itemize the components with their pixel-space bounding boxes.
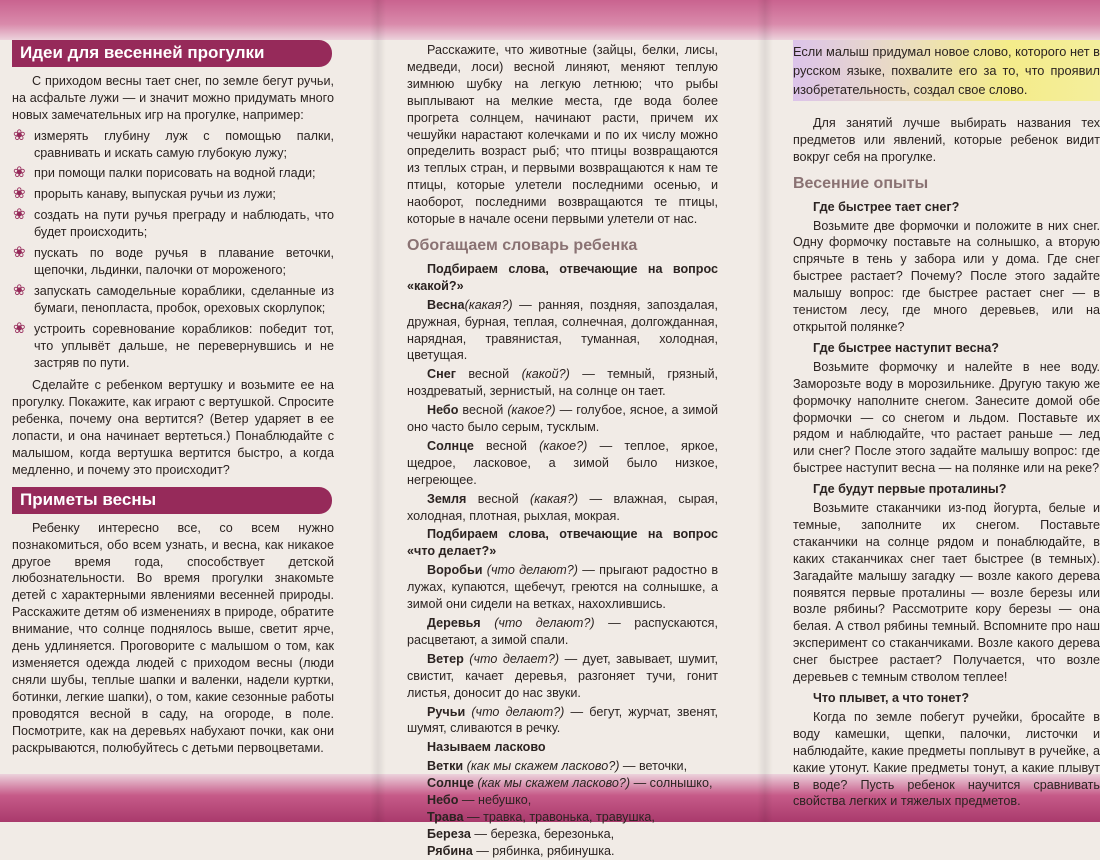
vocab-entry xyxy=(407,562,718,613)
vocab-word: Деревья xyxy=(427,616,481,630)
vocab-text: — дует, завывает, шумит, свистит, качает деревья, разгоняет тучи, гонит листья, доносит до нас звуки. xyxy=(407,651,718,700)
intro-paragraph: С приходом весны тает снег, по земле бегут ручьи, на асфальте лужи — и значит можно придумать много новых замечательных игр на прогулке, например: xyxy=(12,73,334,122)
experiment-text: Возьмите стаканчики из-под йогурта, белые и темные, заполните их снегом. Поставьте стаканчики на солнце рядом и понаблюдайте, в каких стаканчиках снег тает быстрее (в темных). Загадайте малышу загадку — возле какого дерева появятся первые проталины — возле березы или возле рябины? Рассмотрите кору березы — она белая. А ствол рябины темный. Вспомните про наш эксперимент со стаканчиками. Возле какого дерева снег быстрее растает? Получается, что возле деревьев с темным стволом теплее! xyxy=(793,501,1100,685)
flower-bullet-icon: ❀ xyxy=(13,164,26,182)
vocab-entry xyxy=(407,809,718,826)
vocab-text: — веточки, xyxy=(619,759,688,774)
vocab-text: — рябинка, рябинушка. xyxy=(472,843,615,858)
vocab-word: Ветер xyxy=(427,651,464,666)
vocab-connector: весной xyxy=(458,403,508,418)
vocab-question: (какая?) xyxy=(464,297,513,312)
vocab-text: — небушко, xyxy=(458,793,532,808)
vocab-question: (что делают?) xyxy=(480,616,595,630)
vocab-word: Воробьи xyxy=(427,563,483,578)
vocab-word: Ручьи xyxy=(427,704,466,719)
vocab-text: — распускаются, расцветают, а зимой спали. xyxy=(407,616,719,647)
list-item xyxy=(12,207,334,241)
verbs-list xyxy=(407,562,718,737)
vocab-question: (что делают?) xyxy=(465,704,565,719)
vocab-word: Солнце xyxy=(427,438,474,453)
pinwheel-paragraph: Сделайте с ребенком вертушку и возьмите ее на прогулку. Покажите, как играют с вертушкой. Спросите ребенка, почему она вертится? (Ветер ударяет в ее лопасти, и она начинает вертеться.) Понаблюдайте с малышом, когда вертушка вертится быстро, а когда медленно, и почему это происходит? xyxy=(12,378,334,477)
vocab-question: (какое?) xyxy=(539,438,588,453)
column-walk-ideas xyxy=(12,40,334,760)
experiment-question: Где быстрее тает снег? xyxy=(813,199,960,214)
vocab-word: Рябина xyxy=(427,843,473,858)
vocab-word: Небо xyxy=(427,793,459,808)
list-item-text: пускать по воде ручья в плавание веточки, щепочки, льдинки, палочки от мороженого; xyxy=(34,246,334,277)
list-item xyxy=(12,128,334,162)
section-title-walk-ideas: Идеи для весенней прогулки xyxy=(12,40,332,67)
vocabulary-heading: Обогащаем словарь ребенка xyxy=(407,236,638,254)
list-item-text: устроить соревнование корабликов: победит тот, что уплывёт дальше, не перевернувшись и не застряв по пути. xyxy=(34,321,334,370)
list-item xyxy=(12,283,334,317)
vocab-question: (что делает?) xyxy=(463,651,560,666)
list-item-text: измерять глубину луж с помощью палки, сравнивать и искать самую глубокую лужу; xyxy=(34,128,334,160)
vocab-word: Небо xyxy=(427,403,459,418)
experiment-question: Где будут первые проталины? xyxy=(813,482,1007,497)
vocab-entry xyxy=(407,651,718,702)
vocab-question: (что делают?) xyxy=(482,563,578,578)
vocab-entry xyxy=(407,366,718,400)
list-item-text: прорыть канаву, выпуская ручьи из лужи; xyxy=(34,187,276,202)
experiments-heading: Весенние опыты xyxy=(793,174,929,192)
vocab-question: (какая?) xyxy=(530,491,579,506)
experiment-text: Возьмите формочку и налейте в нее воду. Заморозьте воду в морозильнике. Другую такую же формочку наполните снегом. Занесите домой обе формочки — со снегом и льдом. Поставьте их рядом и наблюдайте, что растает раньше — лед или снег? После этого задайте малышу вопрос: где быстрее наступит весна — на полянке или на реке? xyxy=(793,359,1100,476)
fold-line-left xyxy=(370,0,386,822)
vocab-word: Снег xyxy=(427,367,456,382)
list-item-text: создать на пути ручья преграду и наблюдать, что будет происходить; xyxy=(34,208,334,240)
list-item xyxy=(12,245,334,279)
vocab-word: Береза xyxy=(427,826,471,841)
vocab-question: (как мы скажем ласково?) xyxy=(473,776,631,791)
vocab-entry xyxy=(407,758,718,775)
verbs-subheading: Подбираем слова, отвечающие на вопрос «что делает?» xyxy=(407,527,718,559)
section-title-spring-signs: Приметы весны xyxy=(12,487,332,514)
vocab-text: — березка, березонька, xyxy=(470,826,615,841)
vocab-entry xyxy=(407,438,718,489)
vocab-connector: весной xyxy=(455,367,522,382)
vocab-entry xyxy=(407,843,718,860)
vocab-entry xyxy=(407,792,718,809)
vocab-entry xyxy=(407,402,718,436)
vocab-word: Трава xyxy=(427,809,464,824)
experiment-question: Что плывет, а что тонет? xyxy=(813,691,970,705)
vocab-question: (какой?) xyxy=(521,367,570,382)
adjectives-subheading: Подбираем слова, отвечающие на вопрос «какой?» xyxy=(407,261,718,293)
vocab-text: — теплое, яркое, щедрое, ласковое, а зимой было низкое, негреющее. xyxy=(407,438,718,487)
vocab-text: — бегут, журчат, звенят, шумят, сливаются в речку. xyxy=(407,704,719,736)
vocab-question: (какое?) xyxy=(507,403,556,418)
experiment-text: Когда по земле побегут ручейки, бросайте в воду камешки, щепки, палочки, листочки и наблюдайте, какие предметы поплывут в ручейке, а какие утонут. Какие предметы тонут, а какие плывут в воде? Пусть ребенок научится сравнивать свойства легких и тяжелых предметов. xyxy=(793,709,1100,809)
vocab-entry xyxy=(407,615,718,649)
column-vocabulary xyxy=(407,42,718,860)
experiment-question: Где быстрее наступит весна? xyxy=(813,340,999,355)
flower-bullet-icon: ❀ xyxy=(13,185,26,203)
flower-bullet-icon: ❀ xyxy=(13,126,26,144)
flower-bullet-icon: ❀ xyxy=(13,244,26,262)
animals-paragraph: Расскажите, что животные (зайцы, белки, лисы, медведи, лоси) весной линяют, меняют теплую зимнюю шубку на легкую летнюю; что рыбы выплывают на мелкие места, где вода более прогрета солнцем, начинают расти, причем их чешуйки нарастают колечками и по их числу можно определить возраст рыб; что птицы возвращаются из теплых стран, и первыми возвращаются к нам те птицы, которые улетели последними осенью, и наоборот, последними возвращаются те птицы, которые в начале осени первыми улетели от нас. xyxy=(407,43,718,227)
choose-words-paragraph: Для занятий лучше выбирать названия тех предметов или явлений, которые ребенок видит вокруг себя на прогулке. xyxy=(793,116,1100,164)
flower-bullet-icon: ❀ xyxy=(13,319,26,337)
experiment-text: Возьмите две формочки и положите в них снег. Одну формочку поставьте на солнышко, а вторую спрячьте в тень у забора или у дома. Где снег быстрее растает? Почему? После этого задайте малышу вопрос: где быстрее растает снег — в тенистом лесу, где много деревьев, или на открытой полянке? xyxy=(793,218,1100,334)
list-item xyxy=(12,186,334,203)
diminutives-list xyxy=(407,758,718,859)
fold-line-right xyxy=(757,0,773,822)
flower-bullet-icon: ❀ xyxy=(13,206,26,224)
vocab-word: Ветки xyxy=(427,759,464,774)
list-item xyxy=(12,321,334,372)
highlight-note: Если малыш придумал новое слово, которого нет в русском языке, похвалите его за то, что проявил изобретательность, создал свое слово. xyxy=(793,40,1100,101)
adjectives-list xyxy=(407,297,718,525)
column-experiments xyxy=(793,40,1100,814)
top-decor-band xyxy=(0,0,1100,40)
diminutives-subheading: Называем ласково xyxy=(427,740,546,755)
spring-signs-paragraph: Ребенку интересно все, со всем нужно познакомиться, обо всем узнать, и весна, как никакое другое время года, способствует детской любознательности. Во время прогулки знакомьте детей с характерными явлениями весенней природы. Расскажите детям об изменениях в природе, обратите внимание, что солнце поднялось выше, светит ярче, день удлиняется. Проговорите с малышом о том, как изменяется одежда людей с приходом весны (люди сняли шубы, теплые шапки и валенки, надели куртки, ботинки, легкие шапки), о том, какие сезонные работы проводятся весной в саду, на огороде, в поле. Посмотрите, как на деревьях набухают почки, как они раскрываются, полюбуйтесь с детьми первоцветами. xyxy=(12,520,334,755)
vocab-text: — голубое, ясное, а зимой оно часто было серым, тусклым. xyxy=(407,403,718,435)
experiments-list xyxy=(793,199,1100,811)
flower-bullet-icon: ❀ xyxy=(13,281,26,299)
vocab-connector: весной xyxy=(466,491,531,506)
vocab-entry xyxy=(407,826,718,843)
vocab-connector: весной xyxy=(473,438,540,453)
vocab-text: — травка, травонька, травушка, xyxy=(463,809,655,824)
vocab-entry xyxy=(407,297,718,365)
vocab-entry xyxy=(407,704,718,738)
vocab-text: — прыгают радостно в лужах, купаются, щебечут, греются на солнышке, а зимой они сидели на ветках, нахохлившись. xyxy=(407,563,719,612)
list-item-text: при помощи палки порисовать на водной глади; xyxy=(34,166,316,181)
list-item xyxy=(12,165,334,182)
vocab-word: Земля xyxy=(427,491,467,506)
vocab-text: — темный, грязный, ноздреватый, зернистый, на солнце он тает. xyxy=(407,367,719,399)
vocab-text: — ранняя, поздняя, запоздалая, дружная, бурная, теплая, солнечная, долгожданная, нарядная, травянистая, туманная, холодная, цветущая. xyxy=(407,297,718,363)
ideas-list xyxy=(12,128,334,372)
vocab-word: Весна xyxy=(427,297,465,312)
list-item-text: запускать самодельные кораблики, сделанные из бумаги, пенопласта, пробок, ореховых скорлупок; xyxy=(34,283,334,315)
vocab-text: — солнышко, xyxy=(630,776,713,791)
vocab-text: — влажная, сырая, холодная, плотная, рыхлая, мокрая. xyxy=(407,491,718,523)
vocab-entry xyxy=(407,491,718,525)
vocab-word: Солнце xyxy=(427,776,474,791)
vocab-question: (как мы скажем ласково?) xyxy=(463,759,620,774)
vocab-entry xyxy=(407,775,718,792)
